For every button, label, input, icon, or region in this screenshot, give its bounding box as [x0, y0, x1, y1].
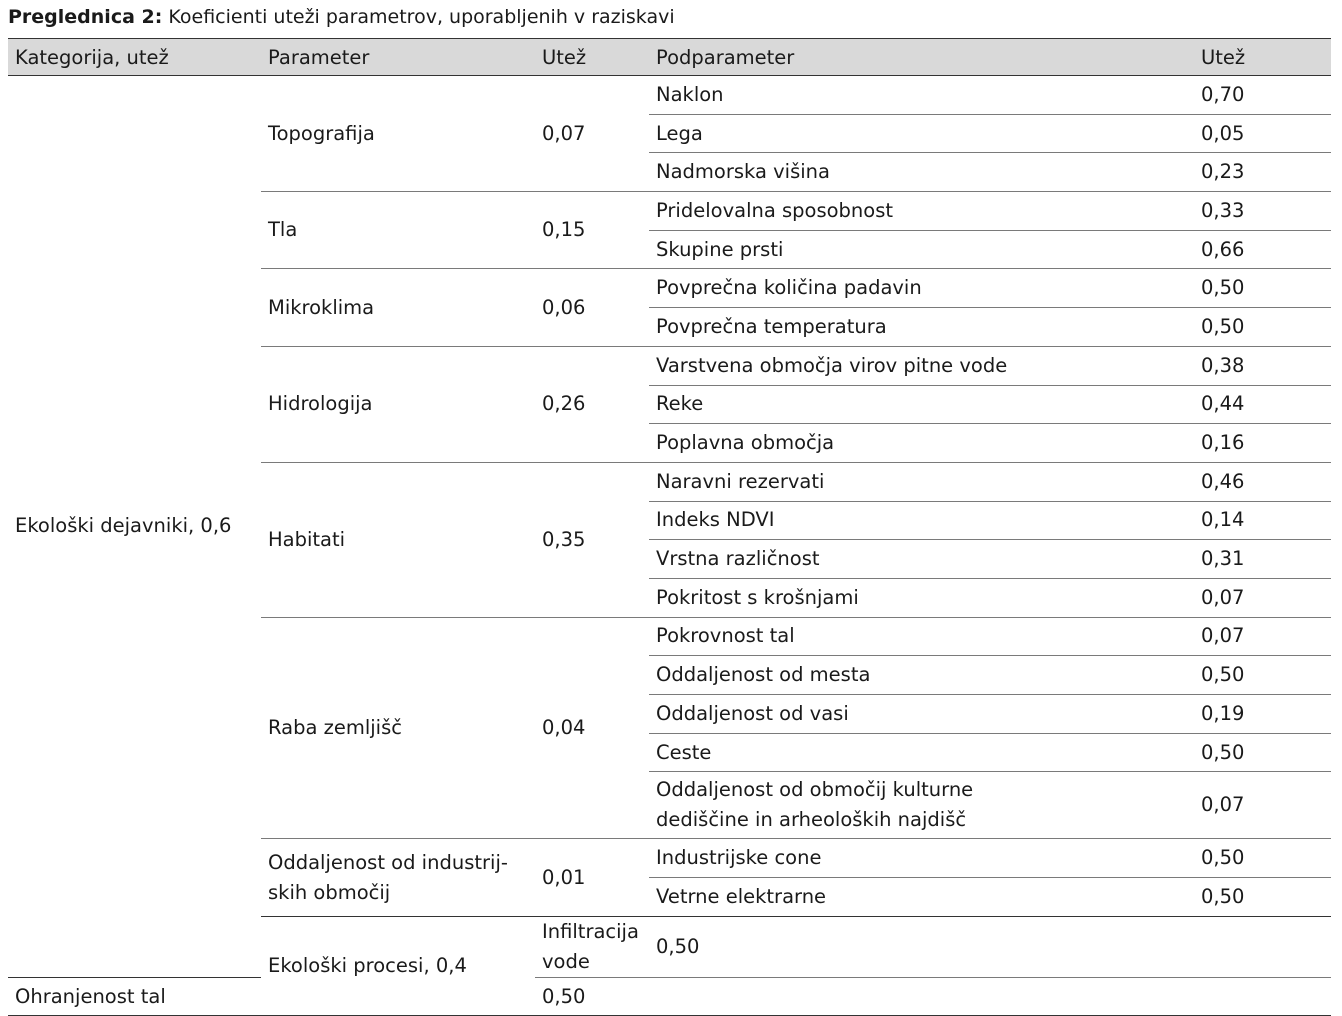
subparameter-cell: Vetrne elektrarne [649, 878, 1194, 917]
empty-cell [1194, 916, 1331, 977]
table-row [8, 76, 1331, 115]
parameter-cell: Tla [261, 192, 535, 269]
weight-cell: 0,50 [535, 977, 649, 1016]
subweight-cell: 0,07 [1194, 617, 1331, 656]
subweight-cell: 0,46 [1194, 462, 1331, 501]
table-caption [8, 4, 675, 30]
subparameter-cell: Povprečna količina padavin [649, 269, 1194, 308]
header-category: Kategorija, utež [8, 39, 261, 76]
subparameter-cell: Industrijske cone [649, 839, 1194, 878]
subweight-cell: 0,07 [1194, 578, 1331, 617]
empty-cell [1194, 977, 1331, 1016]
subweight-cell: 0,23 [1194, 153, 1331, 192]
weight-cell: 0,35 [535, 462, 649, 617]
subparameter-cell: Skupine prsti [649, 230, 1194, 269]
subparameter-cell: Ceste [649, 733, 1194, 772]
table-row [8, 977, 1331, 1016]
subweight-cell: 0,50 [1194, 878, 1331, 917]
weight-cell: 0,01 [535, 839, 649, 916]
subparameter-cell: Oddaljenost od območij kulturne dediščine in arheoloških najdišč [649, 772, 1194, 839]
subweight-cell: 0,07 [1194, 772, 1331, 839]
caption-text: Koeficienti uteži parametrov, uporabljenih v raziskavi [162, 6, 675, 28]
subweight-cell: 0,50 [1194, 269, 1331, 308]
subweight-cell: 0,19 [1194, 695, 1331, 734]
subparameter-cell: Oddaljenost od mesta [649, 656, 1194, 695]
subparameter-cell: Varstvena območja virov pitne vode [649, 346, 1194, 385]
header-subweight: Utež [1194, 39, 1331, 76]
subweight-cell: 0,50 [1194, 839, 1331, 878]
subparameter-cell: Lega [649, 114, 1194, 153]
subweight-cell: 0,14 [1194, 501, 1331, 540]
weights-table [8, 38, 1331, 1016]
subweight-cell: 0,38 [1194, 346, 1331, 385]
weight-cell: 0,50 [649, 916, 1194, 977]
subparameter-cell: Pokritost s krošnjami [649, 578, 1194, 617]
subweight-cell: 0,50 [1194, 733, 1331, 772]
subparameter-cell: Reke [649, 385, 1194, 424]
caption-label: Preglednica 2: [8, 6, 163, 28]
subparameter-cell: Oddaljenost od vasi [649, 695, 1194, 734]
parameter-cell: Habitati [261, 462, 535, 617]
empty-cell [649, 977, 1194, 1016]
header-row [8, 39, 1331, 76]
subparameter-cell: Indeks NDVI [649, 501, 1194, 540]
header-parameter: Parameter [261, 39, 535, 76]
parameter-cell: Infiltracija vode [535, 916, 649, 977]
subweight-cell: 0,33 [1194, 192, 1331, 231]
subparameter-cell: Vrstna različnost [649, 540, 1194, 579]
weight-cell: 0,15 [535, 192, 649, 269]
subweight-cell: 0,16 [1194, 424, 1331, 463]
subweight-cell: 0,70 [1194, 76, 1331, 115]
parameter-cell: Raba zemljišč [261, 617, 535, 839]
parameter-cell: Hidrologija [261, 346, 535, 462]
subweight-cell: 0,31 [1194, 540, 1331, 579]
subparameter-cell: Povprečna temperatura [649, 308, 1194, 347]
subparameter-cell: Poplavna območja [649, 424, 1194, 463]
category-cell: Ekološki dejavniki, 0,6 [8, 76, 261, 978]
header-weight: Utež [535, 39, 649, 76]
weight-cell: 0,26 [535, 346, 649, 462]
subparameter-cell: Nadmorska višina [649, 153, 1194, 192]
parameter-cell: Ohranjenost tal [8, 977, 261, 1016]
subparameter-cell: Naklon [649, 76, 1194, 115]
weight-cell: 0,06 [535, 269, 649, 346]
subweight-cell: 0,50 [1194, 656, 1331, 695]
category-cell: Ekološki procesi, 0,4 [261, 916, 535, 1016]
weight-cell: 0,07 [535, 76, 649, 192]
subweight-cell: 0,05 [1194, 114, 1331, 153]
header-subparameter: Podparameter [649, 39, 1194, 76]
subweight-cell: 0,50 [1194, 308, 1331, 347]
subparameter-cell: Pridelovalna sposobnost [649, 192, 1194, 231]
weight-cell: 0,04 [535, 617, 649, 839]
parameter-cell: Mikroklima [261, 269, 535, 346]
subweight-cell: 0,44 [1194, 385, 1331, 424]
subweight-cell: 0,66 [1194, 230, 1331, 269]
parameter-cell: Oddaljenost od industrij-skih območij [261, 839, 535, 916]
parameter-cell: Topografija [261, 76, 535, 192]
subparameter-cell: Pokrovnost tal [649, 617, 1194, 656]
subparameter-cell: Naravni rezervati [649, 462, 1194, 501]
